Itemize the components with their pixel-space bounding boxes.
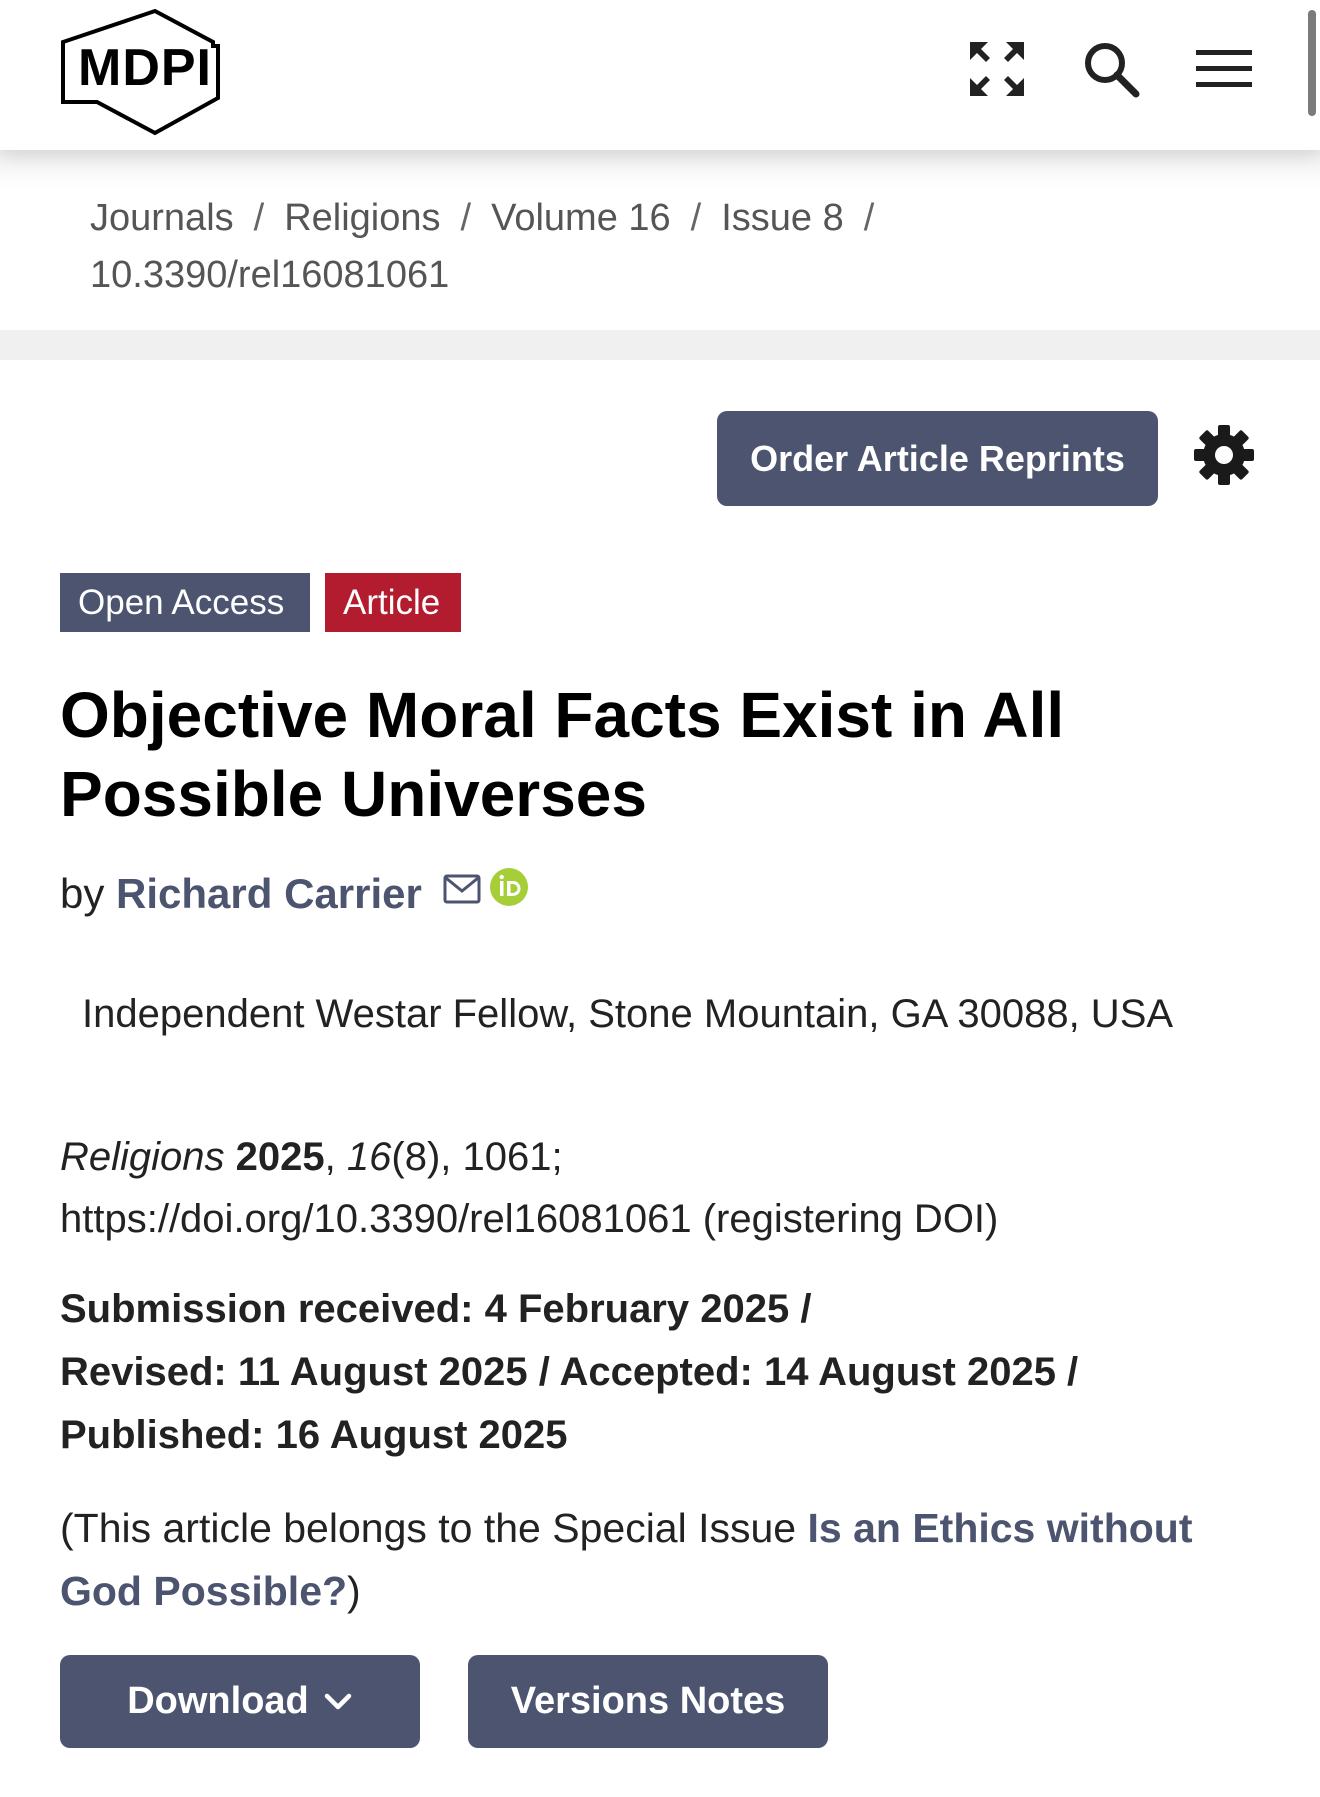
citation-journal: Religions: [60, 1135, 225, 1179]
special-issue-prefix: (This article belongs to the Special Issue: [60, 1505, 808, 1551]
scrollbar[interactable]: [1308, 10, 1316, 116]
hamburger-menu-icon[interactable]: [1196, 48, 1252, 90]
versions-notes-button[interactable]: Versions Notes: [468, 1655, 828, 1748]
download-button[interactable]: [60, 1655, 420, 1748]
by-label: by: [60, 870, 105, 917]
breadcrumb-separator: /: [863, 197, 875, 239]
section-divider: [0, 330, 1320, 360]
breadcrumb-doi[interactable]: 10.3390/rel16081061: [90, 254, 450, 296]
chevron-down-icon: [323, 1692, 353, 1712]
affiliation: Independent Westar Fellow, Stone Mountain, GA 30088, USA: [82, 992, 1174, 1036]
citation-issue: (8): [391, 1135, 441, 1179]
breadcrumb-religions[interactable]: Religions: [284, 197, 441, 239]
author-link[interactable]: Richard Carrier: [116, 870, 422, 917]
breadcrumb-area: [0, 150, 1320, 330]
doi-note: (registering DOI): [702, 1197, 999, 1241]
article-title: Objective Moral Facts Exist in All Possible Universes: [60, 679, 1065, 830]
gear-icon[interactable]: [1193, 424, 1255, 486]
special-issue-suffix: ): [347, 1568, 361, 1614]
site-header: [0, 0, 1320, 150]
search-icon[interactable]: [1082, 40, 1140, 98]
orcid-icon[interactable]: [489, 867, 529, 907]
breadcrumb-separator: /: [690, 197, 702, 239]
breadcrumb-issue[interactable]: Issue 8: [721, 197, 844, 239]
download-label: Download: [127, 1680, 309, 1722]
special-issue-note: [60, 1497, 1270, 1623]
doi-link[interactable]: https://doi.org/10.3390/rel16081061: [60, 1197, 692, 1241]
citation: Religions 2025, 16(8), 1061; https://doi.org/10.3390/rel16081061 (registering DOI): [60, 1135, 999, 1241]
breadcrumb-separator: /: [253, 197, 265, 239]
revised-accepted-dates: Revised: 11 August 2025 / Accepted: 14 August 2025 /: [60, 1350, 1079, 1394]
submission-date: Submission received: 4 February 2025 /: [60, 1287, 812, 1331]
published-date: Published: 16 August 2025: [60, 1413, 568, 1457]
breadcrumb-separator: /: [460, 197, 472, 239]
breadcrumb-journals[interactable]: Journals: [90, 197, 234, 239]
byline: [60, 870, 422, 918]
expand-icon[interactable]: [968, 40, 1026, 98]
citation-article-number: , 1061;: [440, 1135, 563, 1179]
breadcrumb-volume[interactable]: Volume 16: [491, 197, 671, 239]
mail-icon[interactable]: [443, 874, 481, 904]
citation-year: 2025: [235, 1135, 325, 1179]
publication-dates: [60, 1278, 1260, 1467]
logo-text: MDPI: [78, 39, 212, 97]
breadcrumb: [90, 190, 1240, 304]
citation-volume: 16: [346, 1135, 392, 1179]
open-access-badge: Open Access: [60, 573, 310, 632]
order-reprints-button[interactable]: Order Article Reprints: [717, 411, 1158, 506]
article-type-badge: Article: [325, 573, 461, 632]
special-issue-link[interactable]: Is an Ethics without God Possible?: [60, 1505, 1193, 1614]
